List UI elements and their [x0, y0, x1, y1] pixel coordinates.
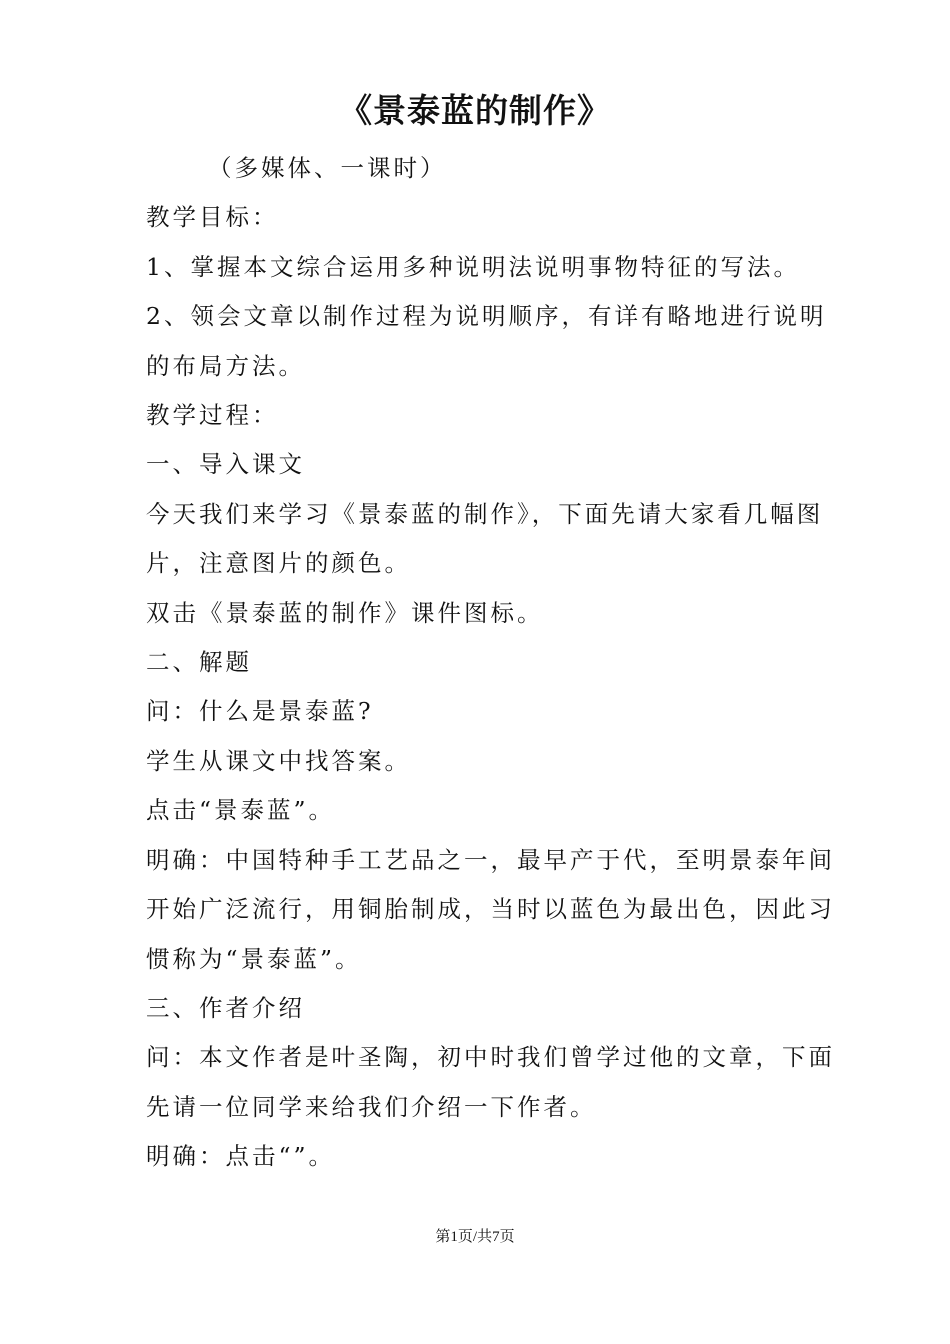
body-line: 今天我们来学习《景泰蓝的制作》，下面先请大家看几幅图	[146, 499, 824, 528]
body-line: 明确：中国特种手工艺品之一，最早产于代，至明景泰年间	[146, 845, 835, 874]
body-line: 惯称为“景泰蓝”。	[146, 944, 362, 973]
section-heading: 教学目标：	[146, 203, 279, 232]
body-line: 学生从课文中找答案。	[146, 746, 411, 775]
body-line: 问：本文作者是叶圣陶，初中时我们曾学过他的文章，下面	[146, 1043, 835, 1072]
body-line: 片，注意图片的颜色。	[146, 549, 411, 578]
section-heading: 二、解题	[146, 648, 252, 677]
document-title: 《景泰蓝的制作》	[339, 91, 611, 130]
body-line: 点击“景泰蓝”。	[146, 796, 336, 825]
body-line: 双击《景泰蓝的制作》课件图标。	[146, 598, 544, 627]
body-line: 先请一位同学来给我们介绍一下作者。	[146, 1092, 597, 1121]
body-line: 的布局方法。	[146, 351, 305, 380]
body-line: 开始广泛流行，用铜胎制成，当时以蓝色为最出色，因此习	[146, 895, 835, 924]
body-line: 2、领会文章以制作过程为说明顺序，有详有略地进行说明	[146, 302, 827, 331]
body-line: 问：什么是景泰蓝?	[146, 697, 374, 726]
section-heading: 教学过程：	[146, 401, 279, 430]
section-heading: 一、导入课文	[146, 450, 305, 479]
document-body	[146, 144, 835, 1182]
body-line: 明确：点击“”。	[146, 1142, 336, 1171]
subtitle-line: （多媒体、一课时）	[208, 154, 447, 182]
section-heading: 三、作者介绍	[146, 993, 305, 1022]
body-line: 1、掌握本文综合运用多种说明法说明事物特征的写法。	[146, 252, 800, 281]
page-number: 第1页/共7页	[435, 1229, 515, 1245]
